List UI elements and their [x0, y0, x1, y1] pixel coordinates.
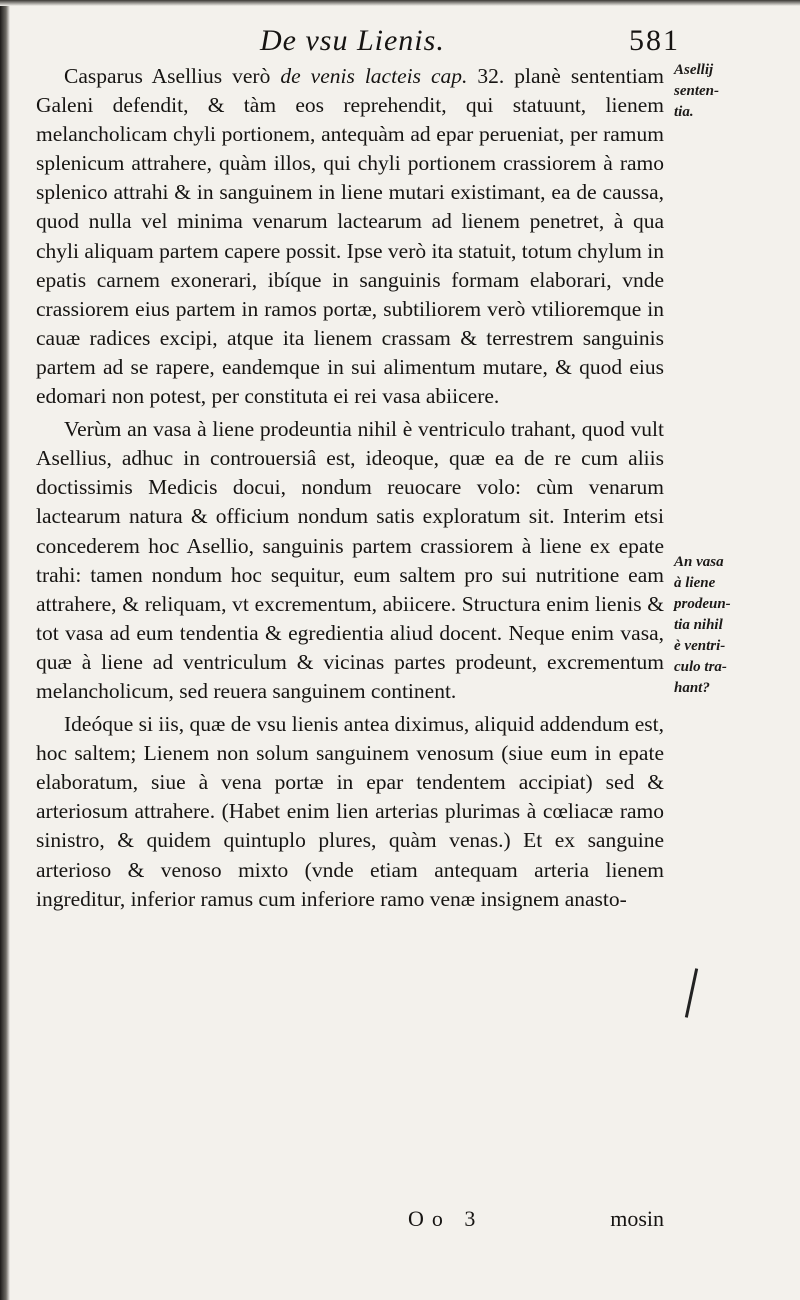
page-number: 581 [629, 24, 680, 57]
page-footer [36, 1206, 664, 1242]
paragraph-1-rest: 32. planè sententiam Galeni defendit, & tàm eos reprehendit, qui statuunt, lienem melancholicam chyli portionem, antequàm ad epar perueniat, per ramum splenicum attrahere, quàm illos, qui chyli portionem crassiorem à ramo splenico attrahi & in sanguinem in liene mutari existimant, ea de caussa, quod nulla vel minima venarum lactearum ad lienem penetret, à qua chyli aliquam partem capere possit. Ipse verò ita statuit, totum chylum in epatis carnem exonerari, ibíque in sanguinis formam elaborari, vnde crassiorem eius partem in ramos portæ, subtiliorem verò vtilioremque in cauæ radices excipi, atque ita lienem crassam & terrestrem sanguinis partem ad se rapere, eandemque in sui alimentum mutare, & quod eius edomari non potest, per constituta ei rei vasa abiicere. [36, 64, 664, 409]
paragraph-2: Verùm an vasa à liene prodeuntia nihil è ventriculo trahant, quod vult Asellius, adhuc in controuersiâ est, ideoque, quæ ea de re cum aliis doctissimis Medicis docui, nondum reuocare volo: cùm venarum lactearum natura & officium nondum satis exploratum sit. Interim etsi concederem hoc Asellio, sanguinis partem crassiorem à liene ex epate trahi: tamen nondum hoc sequitur, eum saltem pro sui nutritione eam attrahere, & reliquam, vt excrementum, abiicere. Structura enim lienis & tot vasa ad eum tendentia & egredientia aliud docent. Neque enim vasa, quæ à liene ad ventriculum & vicinas partes prodeunt, excrementum melancholicum, sed reuera sanguinem continent. [36, 417, 664, 703]
running-title: De vsu Lienis. [260, 24, 445, 57]
margin-note-asellij-sententia: Asellij senten- tia. [674, 62, 719, 120]
citation-de-venis-lacteis: de venis lacteis cap. [280, 64, 468, 88]
page-top-shadow [0, 0, 800, 6]
running-head [40, 18, 680, 58]
signature-mark: Oo 3 [408, 1206, 484, 1231]
margin-ink-stroke [685, 968, 698, 1018]
paragraph-3: Ideóque si iis, quæ de vsu lienis antea diximus, aliquid addendum est, hoc saltem; Lienem non solum sanguinem venosum (siue eum in epate elaboratum, siue à vena portæ in epar tendentem accipiat) sed & arteriosum attrahere. (Habet enim lien arterias plurimas à cœliacæ ramo sinistro, & quidem quintuplo plures, quàm venas.) Et ex sanguine arterioso & venoso mixto (vnde etiam antequam arteria lienem ingreditur, inferior ramus cum inferiore ramo venæ insignem anasto- [36, 712, 664, 911]
paragraph-1 [36, 62, 664, 411]
paragraph-1-lead: Casparus Asellius verò [64, 64, 281, 88]
main-text-block [36, 62, 664, 914]
catchword: mosin [610, 1206, 664, 1231]
margin-note-an-vasa: An vasa à liene prodeun- tia nihil è ventri- culo tra- hant? [674, 554, 731, 696]
page-binding-shadow [0, 0, 10, 1300]
